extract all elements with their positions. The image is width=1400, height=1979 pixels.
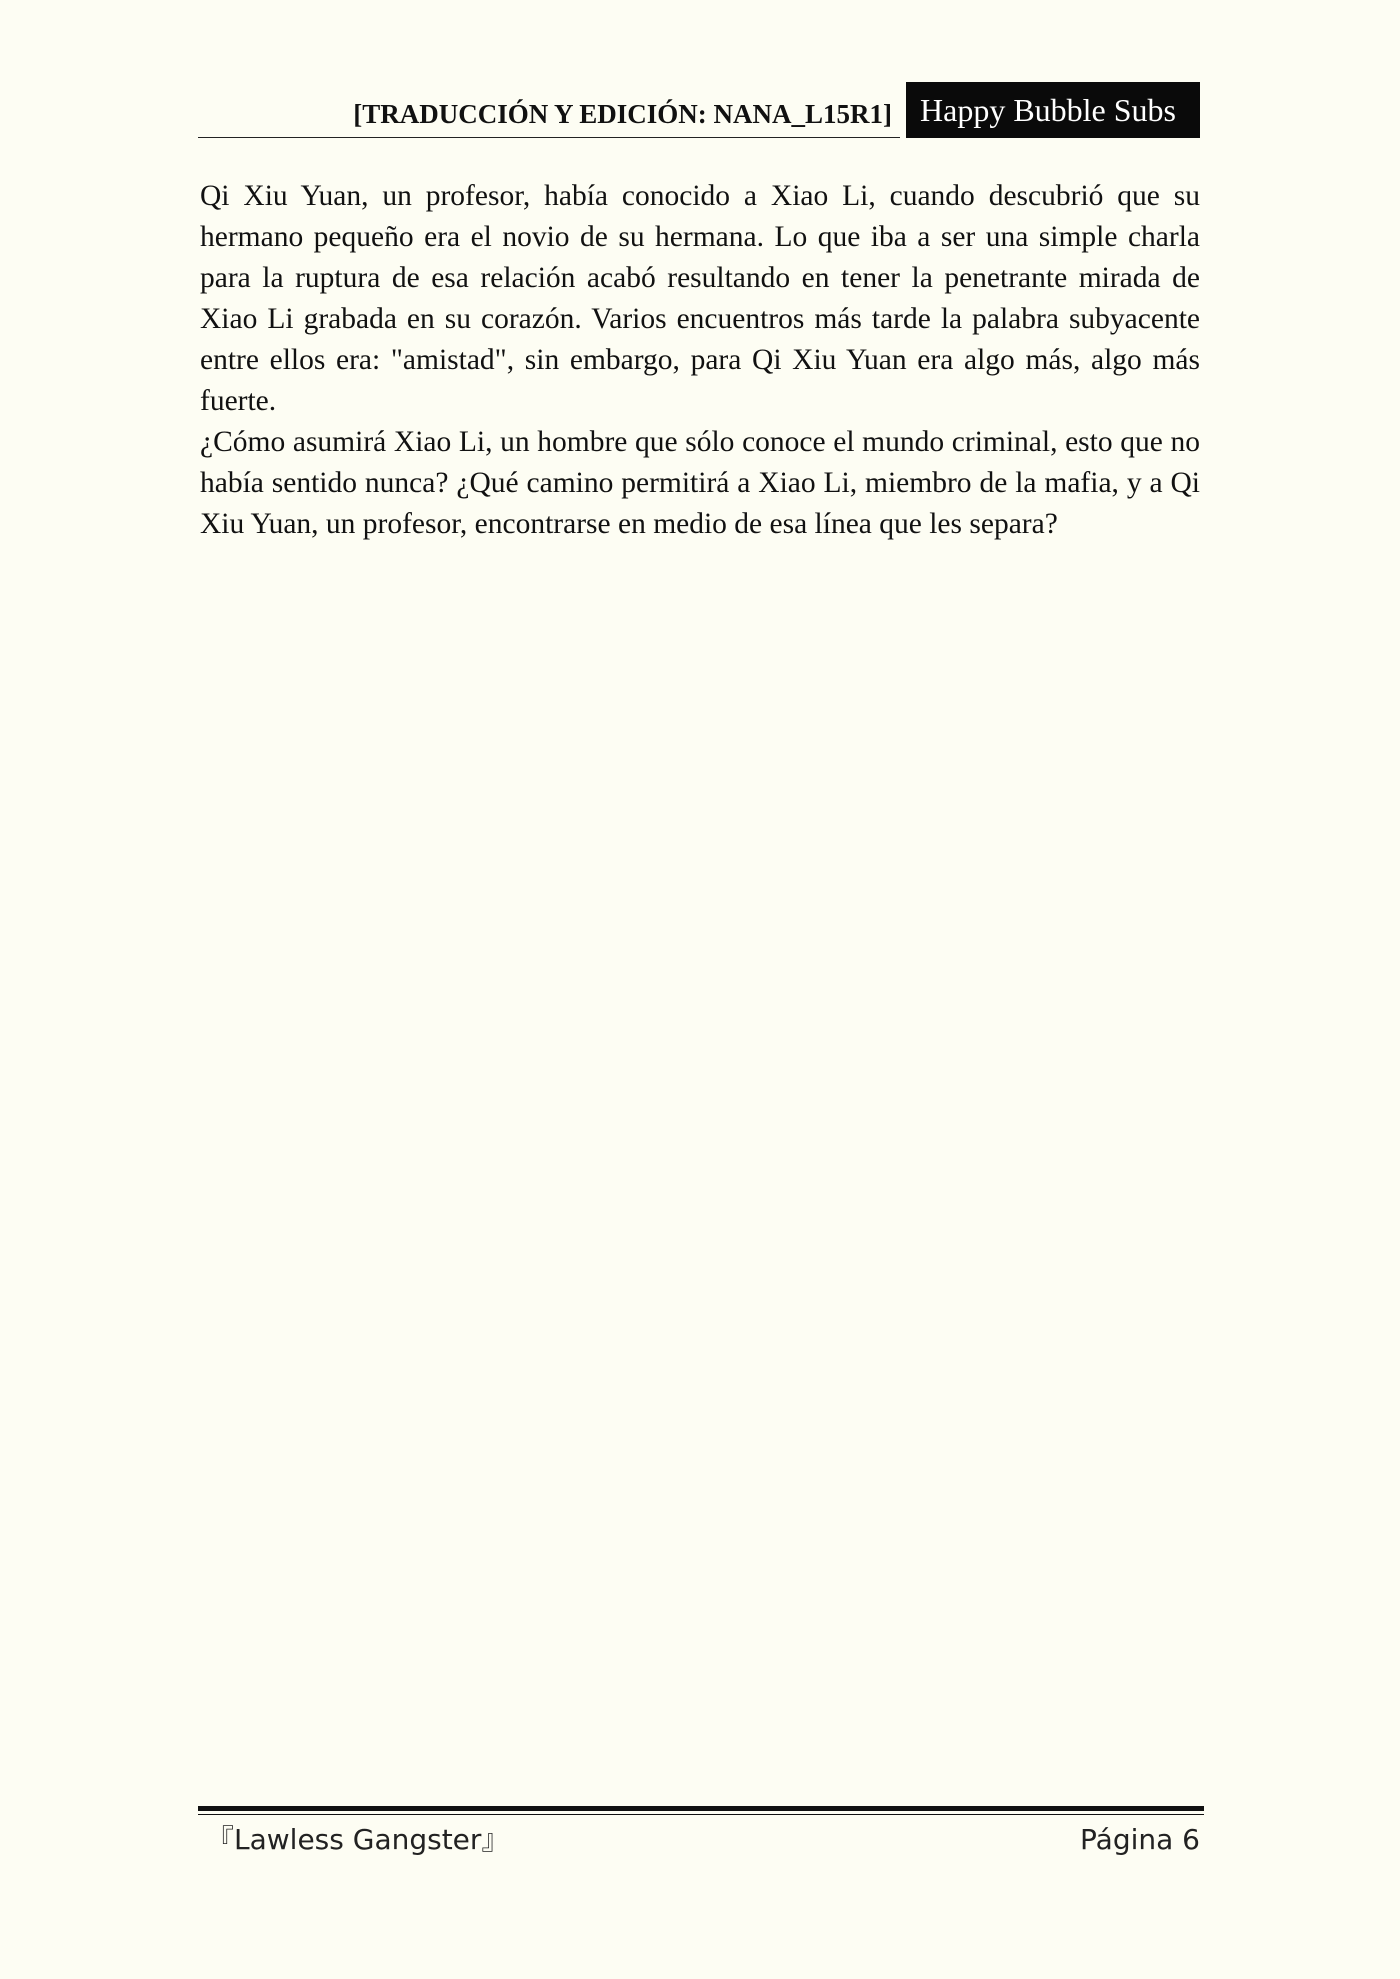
page-number: Página 6 xyxy=(1080,1823,1200,1856)
document-body xyxy=(200,176,1200,545)
page-header xyxy=(198,82,1200,138)
translation-credit: [TRADUCCIÓN Y EDICIÓN: NANA_L15R1] xyxy=(353,99,892,129)
footer-divider-thick xyxy=(198,1806,1204,1811)
page-footer xyxy=(206,1818,1200,1862)
header-divider xyxy=(198,137,900,138)
body-paragraph: Qi Xiu Yuan, un profesor, había conocido a Xiao Li, cuando descubrió que su hermano pequeño era el novio de su hermana. Lo que iba a ser una simple charla para la ruptura de esa relación acabó resultando en tener la penetrante mirada de Xiao Li grabada en su corazón. Varios encuentros más tarde la palabra subyacente entre ellos era: "amistad", sin embargo, para Qi Xiu Yuan era algo más, algo más fuerte. xyxy=(200,180,1200,417)
body-paragraph: ¿Cómo asumirá Xiao Li, un hombre que sólo conoce el mundo criminal, esto que no había sentido nunca? ¿Qué camino permitirá a Xiao Li, miembro de la mafia, y a Qi Xiu Yuan, un profesor, encontrarse en medio de esa línea que les separa? xyxy=(200,426,1200,540)
footer-book-title: 『Lawless Gangster』 xyxy=(206,1823,510,1856)
group-brand-label: Happy Bubble Subs xyxy=(906,82,1200,138)
footer-divider-thin xyxy=(198,1814,1204,1815)
